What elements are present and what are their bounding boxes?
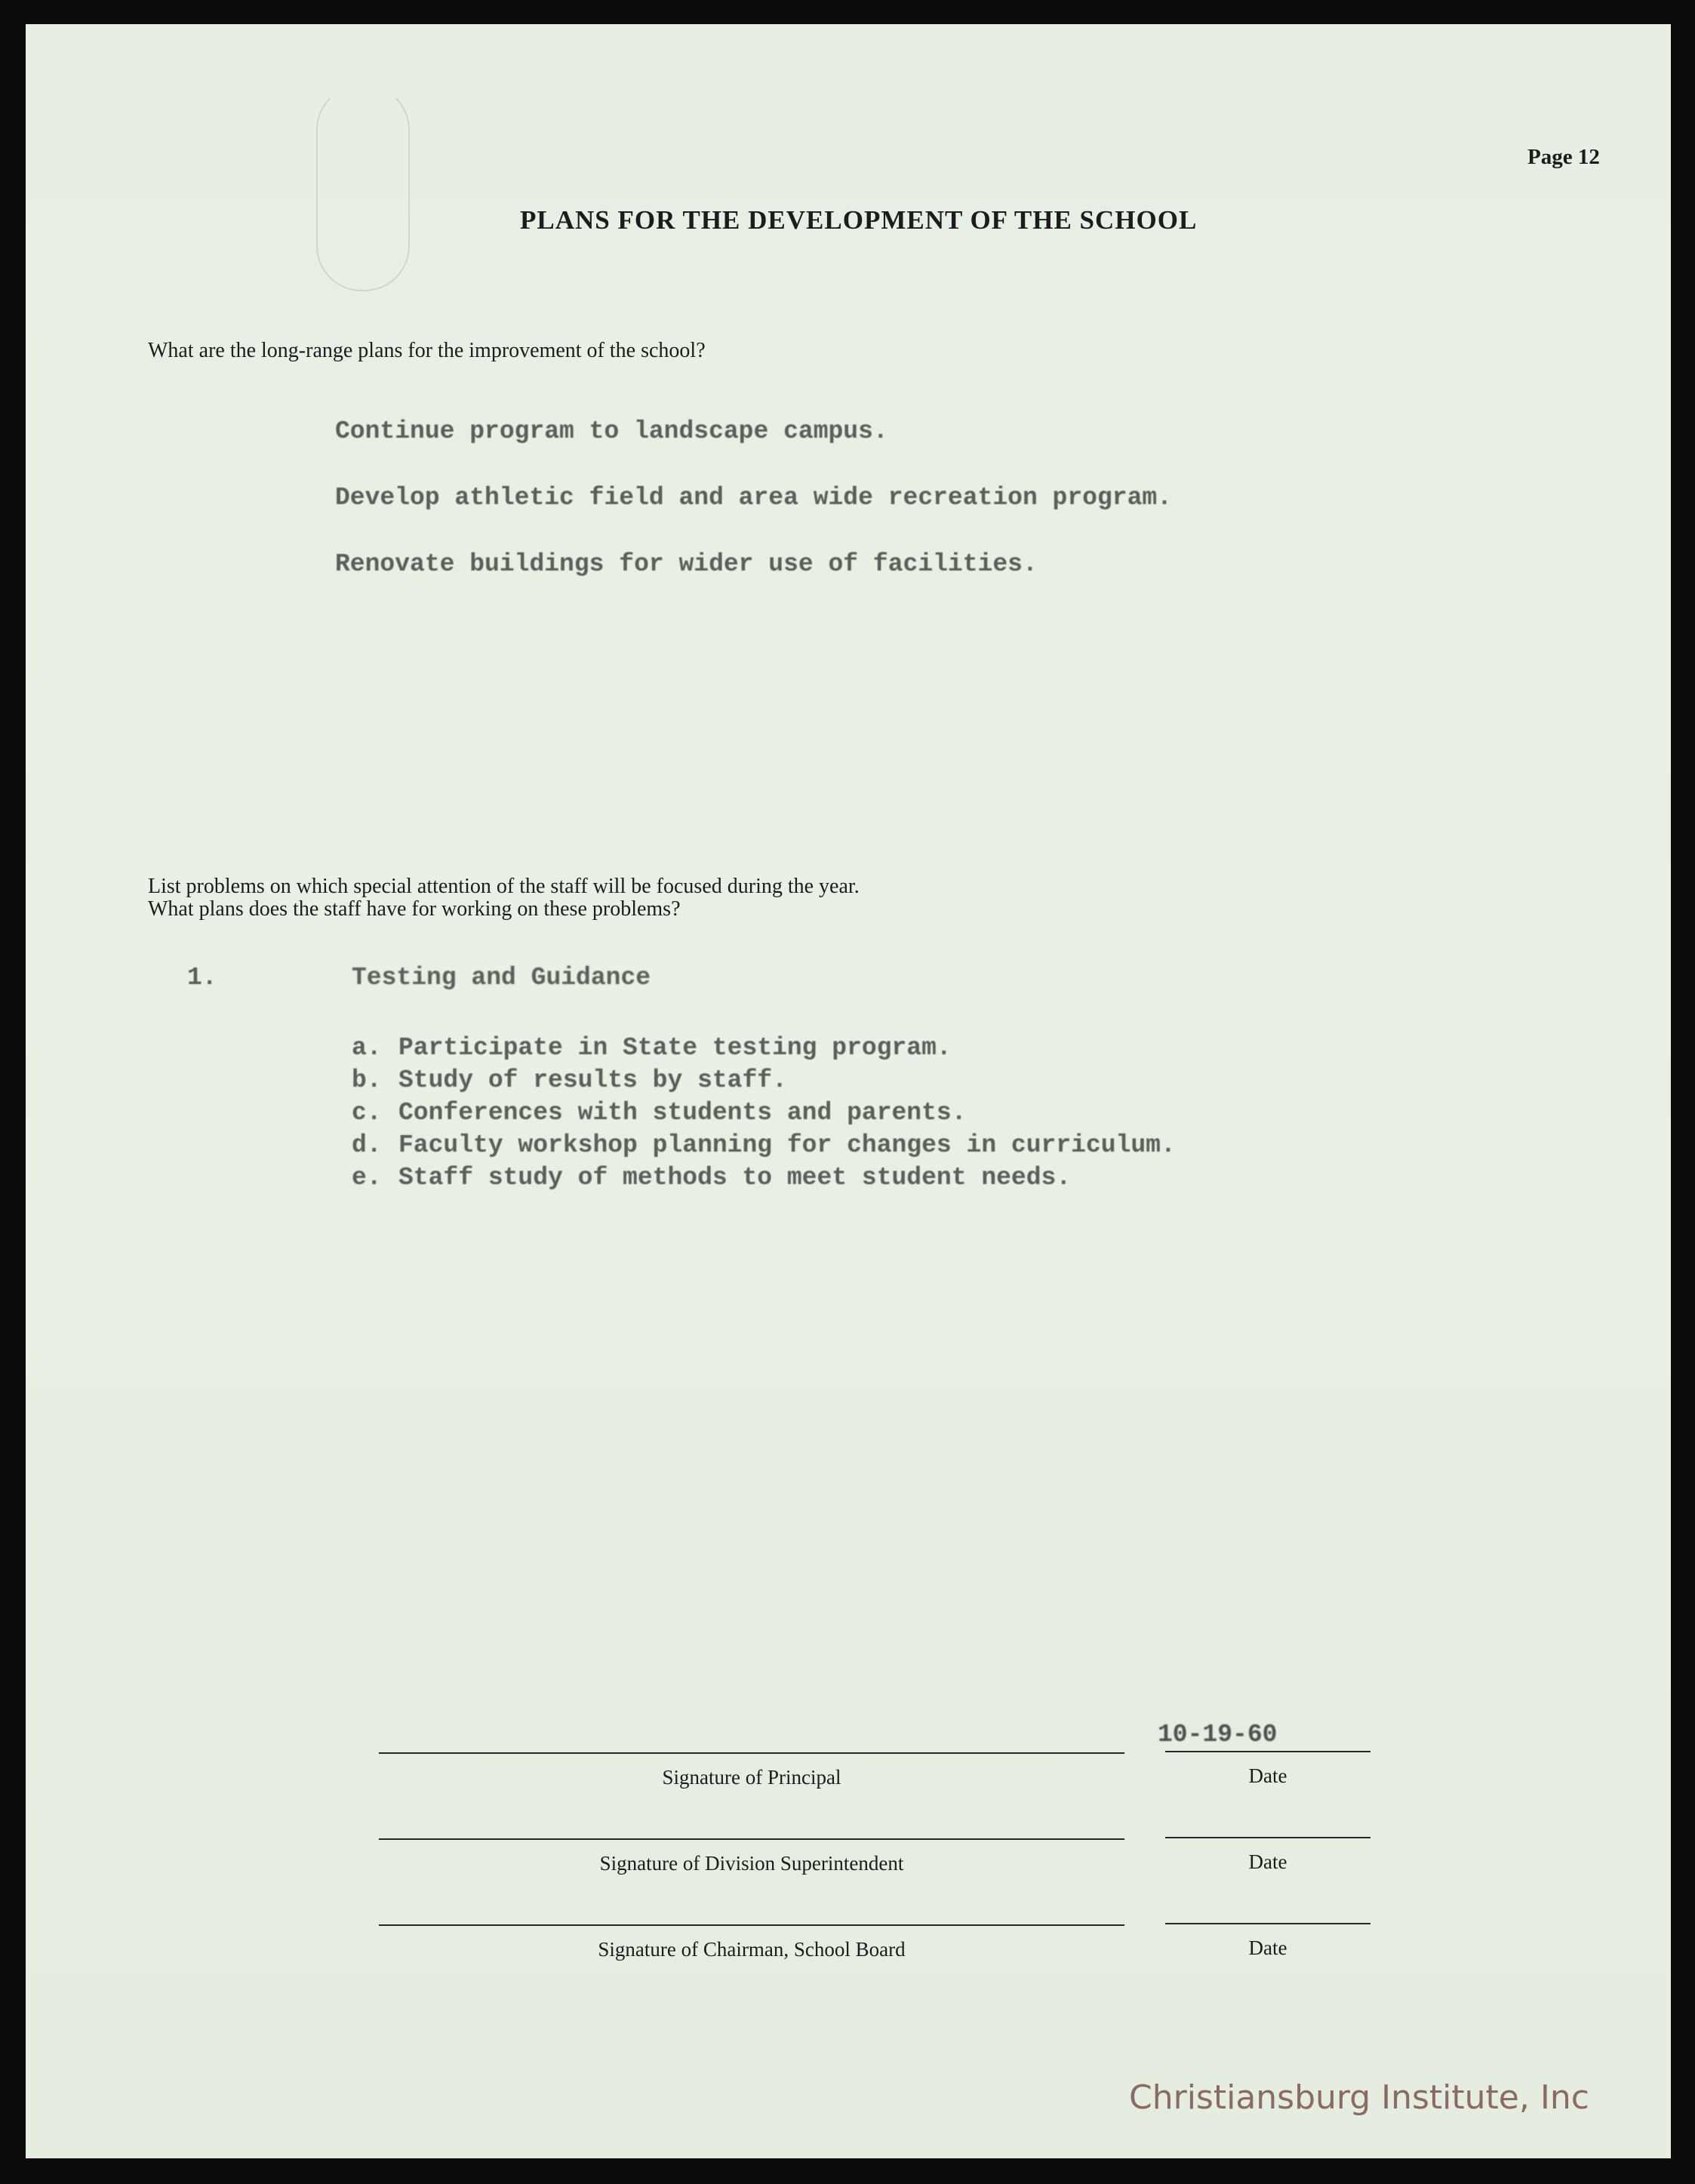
superintendent-signature-label: Signature of Division Superintendent — [599, 1852, 904, 1875]
document-page — [26, 24, 1671, 2158]
subitem-text: Study of results by staff. — [398, 1066, 787, 1094]
subitem-letter: d. — [352, 1131, 382, 1159]
superintendent-date-label: Date — [1248, 1850, 1287, 1873]
principal-signature-line — [379, 1752, 1124, 1754]
chairman-signature-label: Signature of Chairman, School Board — [598, 1938, 906, 1961]
problems-question — [148, 875, 860, 921]
problem-topic: Testing and Guidance — [352, 964, 651, 992]
paperclip-mark — [316, 85, 410, 291]
subitem — [352, 1064, 1176, 1097]
long-range-answer: Renovate buildings for wider use of facilities. — [335, 550, 1038, 578]
page-title: PLANS FOR THE DEVELOPMENT OF THE SCHOOL — [520, 205, 1198, 235]
problems-question-line2: What plans does the staff have for working on these problems? — [148, 897, 681, 921]
subitem-letter: a. — [352, 1034, 382, 1062]
subitem-text: Conferences with students and parents. — [398, 1099, 967, 1127]
watermark: Christiansburg Institute, Inc — [1129, 2078, 1589, 2117]
principal-date-label: Date — [1248, 1764, 1287, 1787]
problem-subitems — [352, 1032, 1176, 1194]
superintendent-signature-line — [379, 1838, 1124, 1840]
subitem-letter: b. — [352, 1066, 382, 1094]
long-range-answer: Continue program to landscape campus. — [335, 417, 888, 445]
long-range-answer: Develop athletic field and area wide recreation program. — [335, 484, 1172, 512]
problems-question-line1: List problems on which special attention of the staff will be focused during the year. — [148, 875, 860, 898]
page-number: Page 12 — [1527, 145, 1600, 169]
chairman-date-label: Date — [1248, 1936, 1287, 1959]
problem-number: 1. — [187, 964, 217, 992]
principal-date-value: 10-19-60 — [1158, 1721, 1278, 1749]
subitem-text: Participate in State testing program. — [398, 1034, 952, 1062]
subitem-text: Staff study of methods to meet student needs. — [398, 1164, 1072, 1192]
long-range-question: What are the long-range plans for the improvement of the school? — [148, 339, 706, 362]
principal-signature-label: Signature of Principal — [662, 1766, 841, 1789]
principal-date-line — [1165, 1751, 1370, 1752]
long-range-answers — [335, 413, 1172, 612]
subitem-letter: e. — [352, 1164, 382, 1192]
subitem — [352, 1032, 1176, 1064]
subitem — [352, 1129, 1176, 1161]
chairman-signature-line — [379, 1924, 1124, 1926]
chairman-date-line — [1165, 1923, 1370, 1924]
subitem-text: Faculty workshop planning for changes in curriculum. — [398, 1131, 1176, 1159]
subitem-letter: c. — [352, 1099, 382, 1127]
superintendent-date-line — [1165, 1837, 1370, 1838]
subitem — [352, 1097, 1176, 1129]
subitem — [352, 1161, 1176, 1194]
